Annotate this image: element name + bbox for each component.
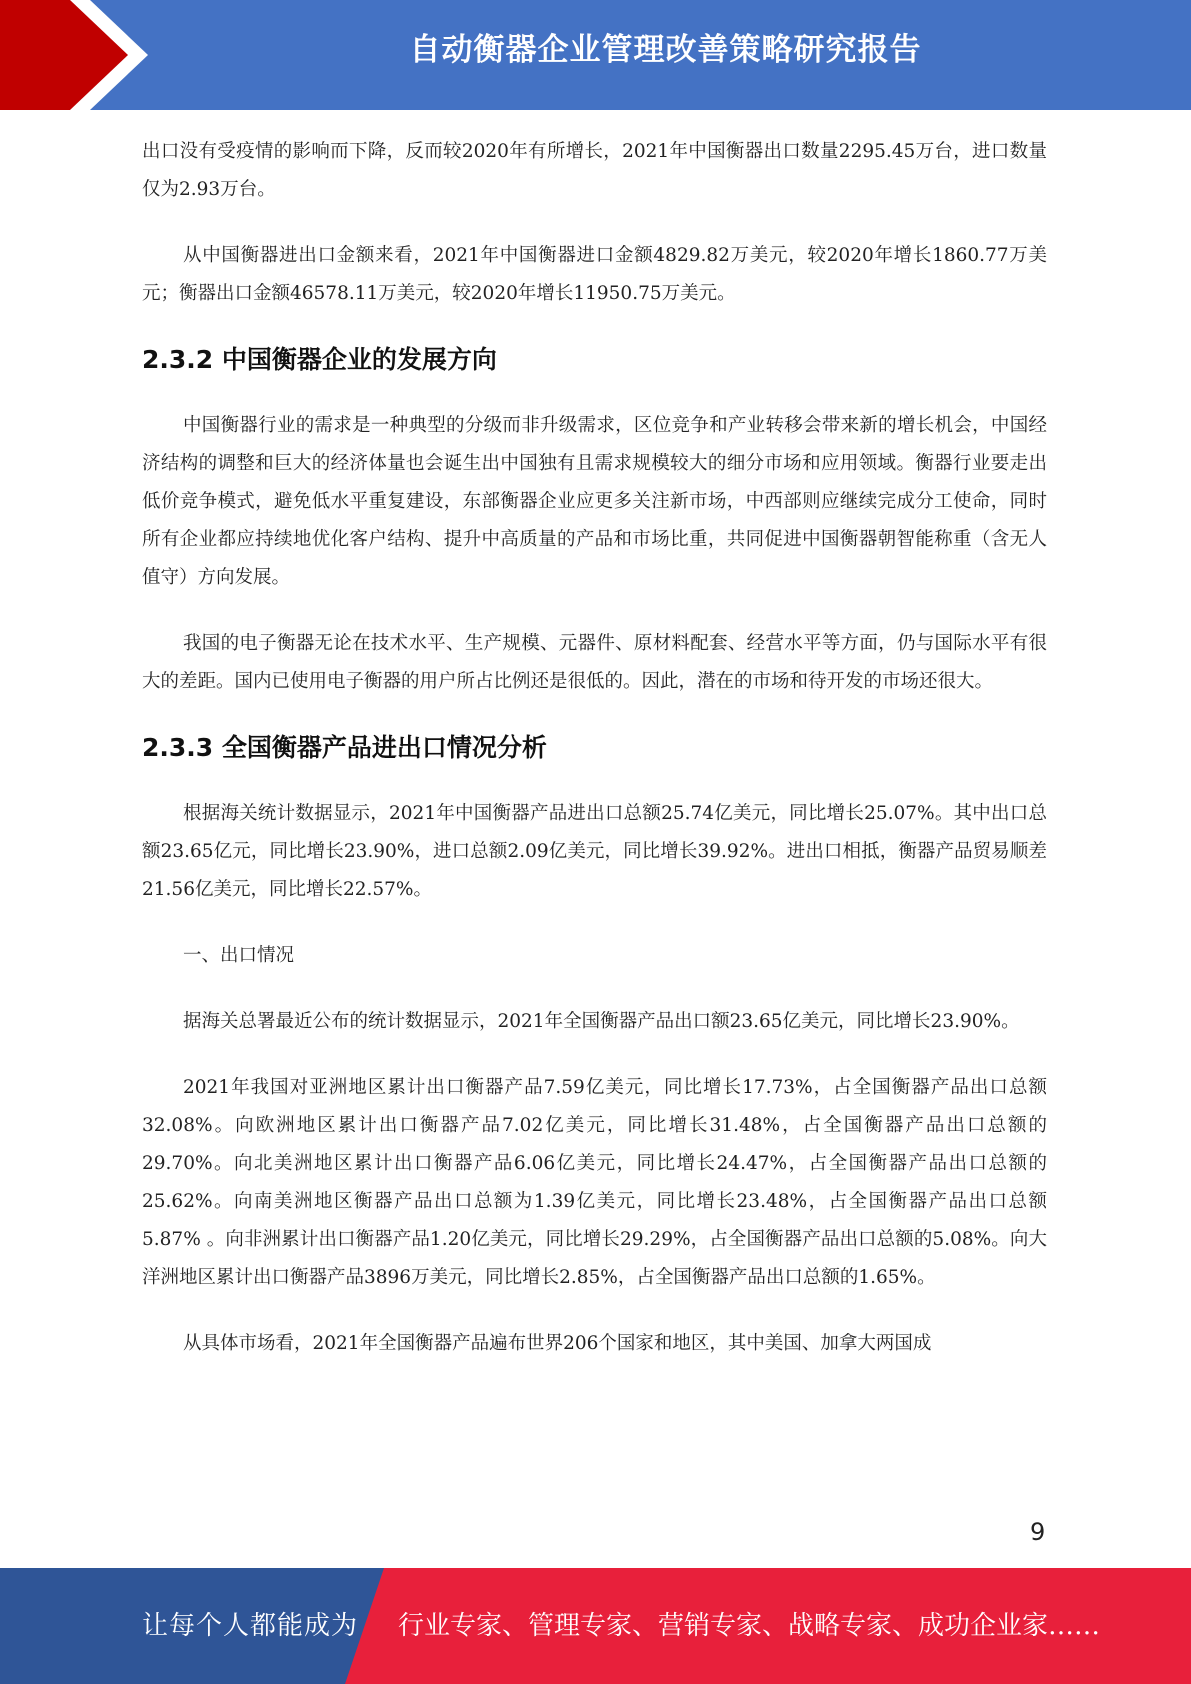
body-paragraph: 出口没有受疫情的影响而下降，反而较2020年有所增长，2021年中国衡器出口数量2295.45万台，进口数量仅为2.93万台。 [142, 141, 1047, 200]
paragraph-gap [142, 1297, 1047, 1325]
paragraph-gap [142, 379, 1047, 407]
body-paragraph: 2021年我国对亚洲地区累计出口衡器产品7.59亿美元，同比增长17.73%，占全国衡器产品出口总额32.08%。向欧洲地区累计出口衡器产品7.02亿美元，同比增长31.48%，占全国衡器产品出口总额的29.70%。向北美洲地区累计出口衡器产品6.06亿美元，同比增长24.47%，占全国衡器产品出口总额的25.62%。向南美洲地区衡器产品出口总额为1.39亿美元，同比增长23.48%，占全国衡器产品出口总额5.87% 。向非洲累计出口衡器产品1.20亿美元，同比增长29.29%，占全国衡器产品出口总额的5.08%。向大洋洲地区累计出口衡器产品3896万美元，同比增长2.85%，占全国衡器产品出口总额的1.65%。 [142, 1077, 1047, 1288]
footer-slogan-right: 行业专家、管理专家、营销专家、战略专家、成功企业家…… [398, 1611, 1101, 1641]
paragraph-gap [142, 909, 1047, 937]
body-paragraph: 我国的电子衡器无论在技术水平、生产规模、元器件、原材料配套、经营水平等方面，仍与国际水平有很大的差距。国内已使用电子衡器的用户所占比例还是很低的。因此，潜在的市场和待开发的市场还很大。 [142, 633, 1047, 692]
section-heading: 2.3.3 全国衡器产品进出口情况分析 [142, 733, 547, 762]
section-heading: 2.3.2 中国衡器企业的发展方向 [142, 345, 497, 374]
paragraph-gap [142, 701, 1047, 729]
paragraph-gap [142, 767, 1047, 795]
paragraph-gap [142, 597, 1047, 625]
paragraph-gap [142, 1041, 1047, 1069]
document-body [142, 133, 1047, 1363]
page-footer [0, 1568, 1191, 1684]
paragraph-gap [142, 313, 1047, 341]
header-title: 自动衡器企业管理改善策略研究报告 [409, 32, 922, 68]
footer-slogan-left: 让每个人都能成为 [142, 1611, 359, 1641]
paragraph-gap [142, 209, 1047, 237]
body-paragraph: 根据海关统计数据显示，2021年中国衡器产品进出口总额25.74亿美元，同比增长25.07%。其中出口总额23.65亿元，同比增长23.90%，进口总额2.09亿美元，同比增长39.92%。进出口相抵，衡器产品贸易顺差21.56亿美元，同比增长22.57%。 [142, 803, 1047, 900]
page-header [0, 0, 1191, 110]
body-paragraph: 中国衡器行业的需求是一种典型的分级而非升级需求，区位竞争和产业转移会带来新的增长机会，中国经济结构的调整和巨大的经济体量也会诞生出中国独有且需求规模较大的细分市场和应用领域。衡器行业要走出低价竞争模式，避免低水平重复建设，东部衡器企业应更多关注新市场，中西部则应继续完成分工使命，同时所有企业都应持续地优化客户结构、提升中高质量的产品和市场比重，共同促进中国衡器朝智能称重（含无人值守）方向发展。 [142, 415, 1047, 588]
page-number: 9 [1030, 1518, 1046, 1546]
body-paragraph: 从中国衡器进出口金额来看，2021年中国衡器进口金额4829.82万美元，较2020年增长1860.77万美元；衡器出口金额46578.11万美元，较2020年增长11950.75万美元。 [142, 245, 1047, 304]
body-paragraph: 从具体市场看，2021年全国衡器产品遍布世界206个国家和地区，其中美国、加拿大两国成 [183, 1333, 932, 1354]
paragraph-gap [142, 975, 1047, 1003]
body-paragraph: 一、出口情况 [183, 945, 295, 966]
body-paragraph: 据海关总署最近公布的统计数据显示，2021年全国衡器产品出口额23.65亿美元，同比增长23.90%。 [183, 1011, 1020, 1032]
